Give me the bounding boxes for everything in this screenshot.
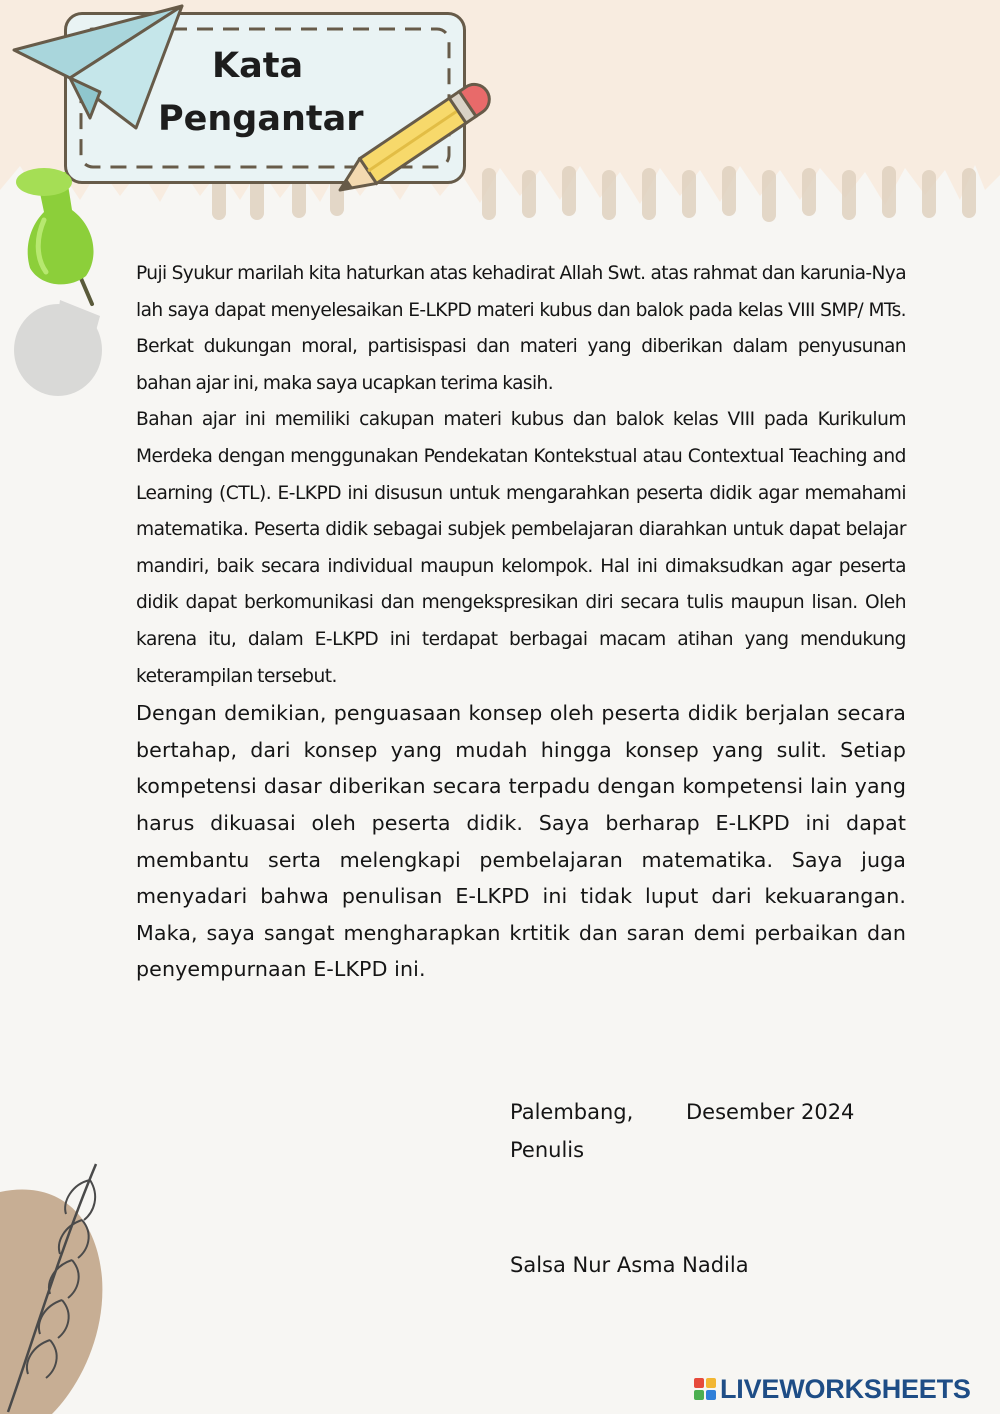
page-title-line-1: Kata xyxy=(212,46,304,86)
signature-place: Palembang, xyxy=(510,1100,634,1124)
signature-role: Penulis xyxy=(510,1138,585,1162)
page-title-line-2: Pengantar xyxy=(158,99,364,139)
liveworksheets-watermark xyxy=(694,1373,971,1405)
paragraph-1: Puji Syukur marilah kita haturkan atas kehadirat Allah Swt. atas rahmat dan karunia-Nya lah saya dapat menyelesaikan E-LKPD materi kubus dan balok pada kelas VIII SMP/ MTs. Berkat dukungan moral, partisispasi dan materi yang diberikan dalam penyusunan bahan ajar ini, maka saya ucapkan terima kasih. xyxy=(136,263,906,394)
liveworksheets-brand: LIVEWORKSHEETS xyxy=(720,1373,971,1404)
foreword-body xyxy=(136,256,906,988)
paragraph-3: Dengan demikian, penguasaan konsep oleh peserta didik berjalan secara bertahap, dari konsep yang mudah hingga konsep yang sulit. Setiap kompetensi dasar diberikan secara terpadu dengan kompetensi lain yang harus dikuasai oleh peserta didik. Saya berharap E-LKPD ini dapat membantu serta melengkapi pembelajaran matematika. Saya juga menyadari bahwa penulisan E-LKPD ini tidak luput dari kekuarangan. Maka, saya sangat mengharapkan krtitik dan saran demi perbaikan dan penyempurnaan E-LKPD ini. xyxy=(136,701,906,982)
liveworksheets-logo-icon xyxy=(694,1378,716,1400)
signature-name: Salsa Nur Asma Nadila xyxy=(510,1253,749,1277)
push-pin-icon xyxy=(0,0,140,420)
signature-date: Desember 2024 xyxy=(686,1100,855,1124)
leaf-icon xyxy=(0,1150,140,1414)
paragraph-2: Bahan ajar ini memiliki cakupan materi kubus dan balok kelas VIII pada Kurikulum Merdeka dengan menggunakan Pendekatan Kontekstual atau Contextual Teaching and Learning (CTL). E-LKPD ini disusun untuk mengarahkan peserta didik agar memahami matematika. Peserta didik sebagai subjek pembelajaran diarahkan untuk dapat belajar mandiri, baik secara individual maupun kelompok. Hal ini dimaksudkan agar peserta didik dapat berkomunikasi dan mengekspresikan diri secara tulis maupun lisan. Oleh karena itu, dalam E-LKPD ini terdapat berbagai macam atihan yang mendukung keterampilan tersebut. xyxy=(136,409,906,687)
